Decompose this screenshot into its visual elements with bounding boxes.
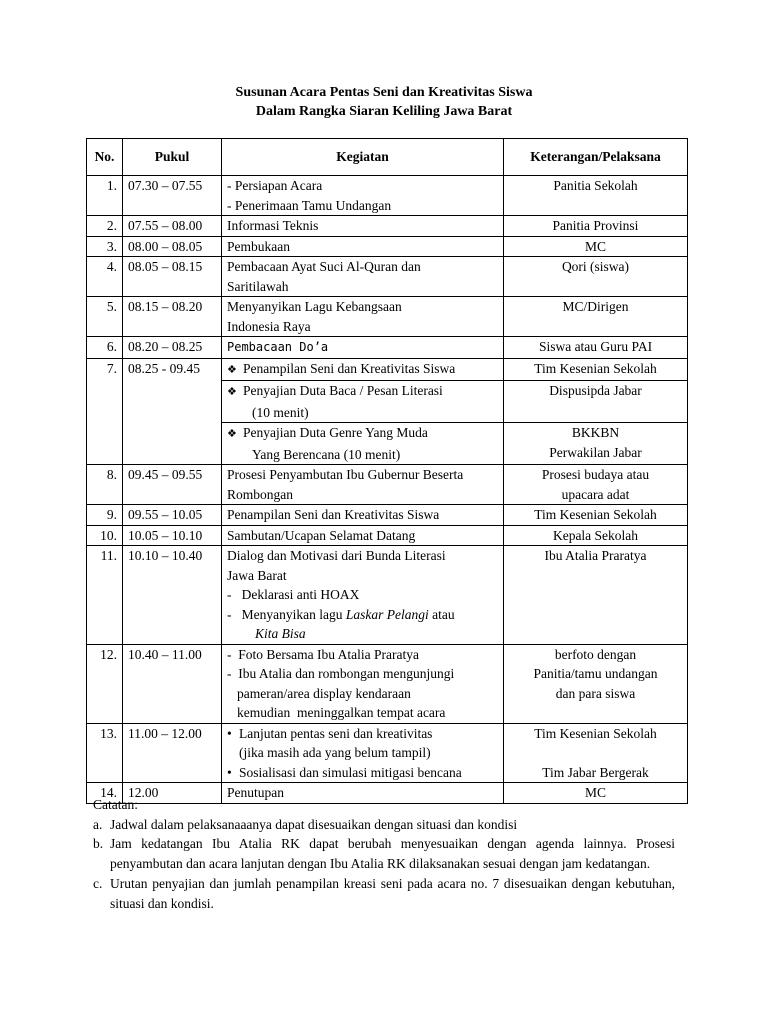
diamond-bullet-icon: ❖: [227, 428, 237, 440]
activity-line: kemudian meninggalkan tempat acara: [237, 705, 446, 720]
activity-text: Sosialisasi dan simulasi mitigasi bencana: [239, 764, 462, 780]
row-executor: MC/Dirigen: [504, 297, 688, 337]
row-executor: Tim Kesenian Sekolah: [504, 505, 688, 526]
row-activity: [222, 546, 504, 645]
row-number: 3.: [87, 236, 123, 257]
table-row: [87, 236, 688, 257]
executor-line: Tim Kesenian Sekolah: [534, 725, 657, 741]
table-row: [87, 546, 688, 645]
row-number: 7.: [87, 358, 123, 465]
table-row: [87, 644, 688, 723]
row-time: 12.00: [123, 783, 222, 804]
row-time: 08.20 – 08.25: [123, 337, 222, 359]
diamond-bullet-icon: ❖: [227, 363, 237, 376]
activity-line: Pembacaan Do’a: [227, 340, 329, 354]
activity-line: [227, 724, 498, 744]
activity-text: Penampilan Seni dan Kreativitas Siswa: [243, 360, 456, 376]
table-row: [87, 525, 688, 546]
activity-line: Prosesi Penyambutan Ibu Gubernur Beserta: [227, 467, 464, 482]
activity-line: Dialog dan Motivasi dari Bunda Literasi: [227, 548, 446, 563]
note-text: Jam kedatangan Ibu Atalia RK dapat berubah menyesuaikan dengan agenda lainnya. Prosesi penyambutan dan acara lanjutan dengan Ibu Atalia RK dilaksanakan sesuai dengan jam kedatangan.: [110, 836, 675, 872]
activity-line: Menyanyikan Lagu Kebangsaan: [227, 299, 402, 314]
row-number: 2.: [87, 216, 123, 237]
activity-line: [227, 763, 498, 783]
note-text: Jadwal dalam pelaksanaaanya dapat disesuaikan dengan situasi dan kondisi: [110, 816, 518, 832]
header-pukul: Pukul: [123, 139, 222, 176]
activity-line: - Persiapan Acara: [227, 178, 323, 193]
row-number: 6.: [87, 337, 123, 359]
activity-line: - Penerimaan Tamu Undangan: [227, 197, 392, 213]
row-activity: Informasi Teknis: [222, 216, 504, 237]
row-executor: Siswa atau Guru PAI: [504, 337, 688, 359]
song-title: Laskar Pelangi: [345, 606, 429, 622]
row-number: 5.: [87, 297, 123, 337]
header-no: No.: [87, 139, 123, 176]
row-number: 11.: [87, 546, 123, 645]
header-keterangan: Keterangan/Pelaksana: [504, 139, 688, 176]
notes-section: [93, 795, 675, 913]
executor-line: upacara adat: [561, 486, 630, 502]
row-time: 07.55 – 08.00: [123, 216, 222, 237]
table-row: [87, 358, 688, 381]
activity-line: (jika masih ada yang belum tampil): [239, 745, 431, 760]
note-letter: a.: [93, 816, 103, 832]
activity-text: - Menyanyikan lagu: [227, 606, 346, 622]
activity-line: Rombongan: [227, 486, 293, 502]
row-activity: [222, 358, 504, 381]
row-executor: Panitia Provinsi: [504, 216, 688, 237]
executor-line: Perwakilan Jabar: [549, 444, 642, 460]
song-title: Kita Bisa: [255, 626, 306, 641]
executor-line: Prosesi budaya atau: [541, 467, 650, 482]
row-executor: [504, 423, 688, 465]
diamond-bullet-icon: ❖: [227, 386, 237, 398]
row-number: 14.: [87, 783, 123, 804]
row-activity: [222, 257, 504, 297]
row-executor: Panitia Sekolah: [504, 176, 688, 216]
activity-line: [227, 381, 498, 403]
row-executor: Dispusipda Jabar: [504, 381, 688, 423]
row-time: 07.30 – 07.55: [123, 176, 222, 216]
activity-text: Penyajian Duta Baca / Pesan Literasi: [243, 383, 443, 398]
activity-line: Yang Berencana (10 menit): [252, 446, 401, 462]
activity-line: pameran/area display kendaraan: [237, 685, 411, 701]
bullet-icon: •: [227, 764, 232, 780]
note-letter: c.: [93, 875, 103, 891]
activity-line: [227, 359, 498, 381]
document-title: Susunan Acara Pentas Seni dan Kreativitas Siswa: [235, 85, 533, 100]
header-kegiatan: Kegiatan: [222, 139, 504, 176]
document-subtitle: Dalam Rangka Siaran Keliling Jawa Barat: [255, 104, 513, 119]
row-activity: [222, 176, 504, 216]
row-executor: Kepala Sekolah: [504, 525, 688, 546]
row-activity: [222, 723, 504, 783]
row-executor: [504, 644, 688, 723]
row-time: 08.25 - 09.45: [123, 358, 222, 465]
table-row: [87, 176, 688, 216]
row-executor: [504, 723, 688, 783]
executor-line: BKKBN: [571, 425, 620, 440]
row-time: 10.10 – 10.40: [123, 546, 222, 645]
activity-line: Saritilawah: [227, 278, 289, 294]
row-number: 10.: [87, 525, 123, 546]
table-row: [87, 723, 688, 783]
activity-line: (10 menit): [252, 404, 309, 420]
row-time: 09.55 – 10.05: [123, 505, 222, 526]
row-time: 11.00 – 12.00: [123, 723, 222, 783]
row-activity: Penutupan: [222, 783, 504, 804]
row-time: 08.05 – 08.15: [123, 257, 222, 297]
note-letter: b.: [93, 836, 104, 852]
row-number: 13.: [87, 723, 123, 783]
table-row: [87, 257, 688, 297]
activity-line: - Ibu Atalia dan rombongan mengunjungi: [227, 666, 455, 681]
row-executor: Ibu Atalia Praratya: [504, 546, 688, 645]
activity-line: [227, 624, 498, 644]
row-executor: MC: [504, 783, 688, 804]
row-activity: [222, 465, 504, 505]
row-number: 8.: [87, 465, 123, 505]
row-activity: [222, 297, 504, 337]
row-executor: Tim Kesenian Sekolah: [504, 358, 688, 381]
schedule-table: [86, 138, 688, 804]
row-time: 10.40 – 11.00: [123, 644, 222, 723]
table-header-row: [87, 139, 688, 176]
notes-title: Catatan:: [93, 797, 138, 812]
row-time: 08.00 – 08.05: [123, 236, 222, 257]
row-executor: [504, 465, 688, 505]
row-activity: [222, 337, 504, 359]
row-activity: [222, 381, 504, 423]
note-item: [93, 815, 675, 835]
note-item: [93, 874, 675, 913]
activity-text: Lanjutan pentas seni dan kreativitas: [239, 725, 433, 741]
note-item: [93, 834, 675, 873]
executor-line: dan para siswa: [555, 685, 636, 701]
row-activity: [222, 423, 504, 465]
row-number: 9.: [87, 505, 123, 526]
executor-line: Tim Jabar Bergerak: [542, 764, 649, 780]
activity-line: [227, 605, 498, 625]
activity-line: Indonesia Raya: [227, 318, 311, 334]
table-row: [87, 216, 688, 237]
table-row: [87, 337, 688, 359]
note-text: Urutan penyajian dan jumlah penampilan kreasi seni pada acara no. 7 disesuaikan dengan kebutuhan, situasi dan kondisi.: [110, 875, 675, 911]
row-activity: Penampilan Seni dan Kreativitas Siswa: [222, 505, 504, 526]
row-activity: Sambutan/Ucapan Selamat Datang: [222, 525, 504, 546]
activity-line: Pembacaan Ayat Suci Al-Quran dan: [227, 259, 421, 274]
row-time: 10.05 – 10.10: [123, 525, 222, 546]
activity-text: Penyajian Duta Genre Yang Muda: [243, 425, 428, 440]
activity-line: - Deklarasi anti HOAX: [227, 587, 360, 602]
table-row: [87, 505, 688, 526]
row-time: 08.15 – 08.20: [123, 297, 222, 337]
row-time: 09.45 – 09.55: [123, 465, 222, 505]
activity-line: Jawa Barat: [227, 567, 287, 583]
row-number: 12.: [87, 644, 123, 723]
row-activity: Pembukaan: [222, 236, 504, 257]
bullet-icon: •: [227, 725, 232, 741]
table-row: [87, 297, 688, 337]
executor-line: Panitia/tamu undangan: [533, 666, 658, 681]
row-number: 1.: [87, 176, 123, 216]
activity-line: [227, 423, 498, 445]
row-executor: Qori (siswa): [504, 257, 688, 297]
activity-text: atau: [428, 606, 455, 622]
row-executor: MC: [504, 236, 688, 257]
executor-line: berfoto dengan: [554, 646, 637, 662]
row-number: 4.: [87, 257, 123, 297]
row-activity: [222, 644, 504, 723]
activity-line: - Foto Bersama Ibu Atalia Praratya: [227, 646, 419, 662]
table-row: [87, 465, 688, 505]
